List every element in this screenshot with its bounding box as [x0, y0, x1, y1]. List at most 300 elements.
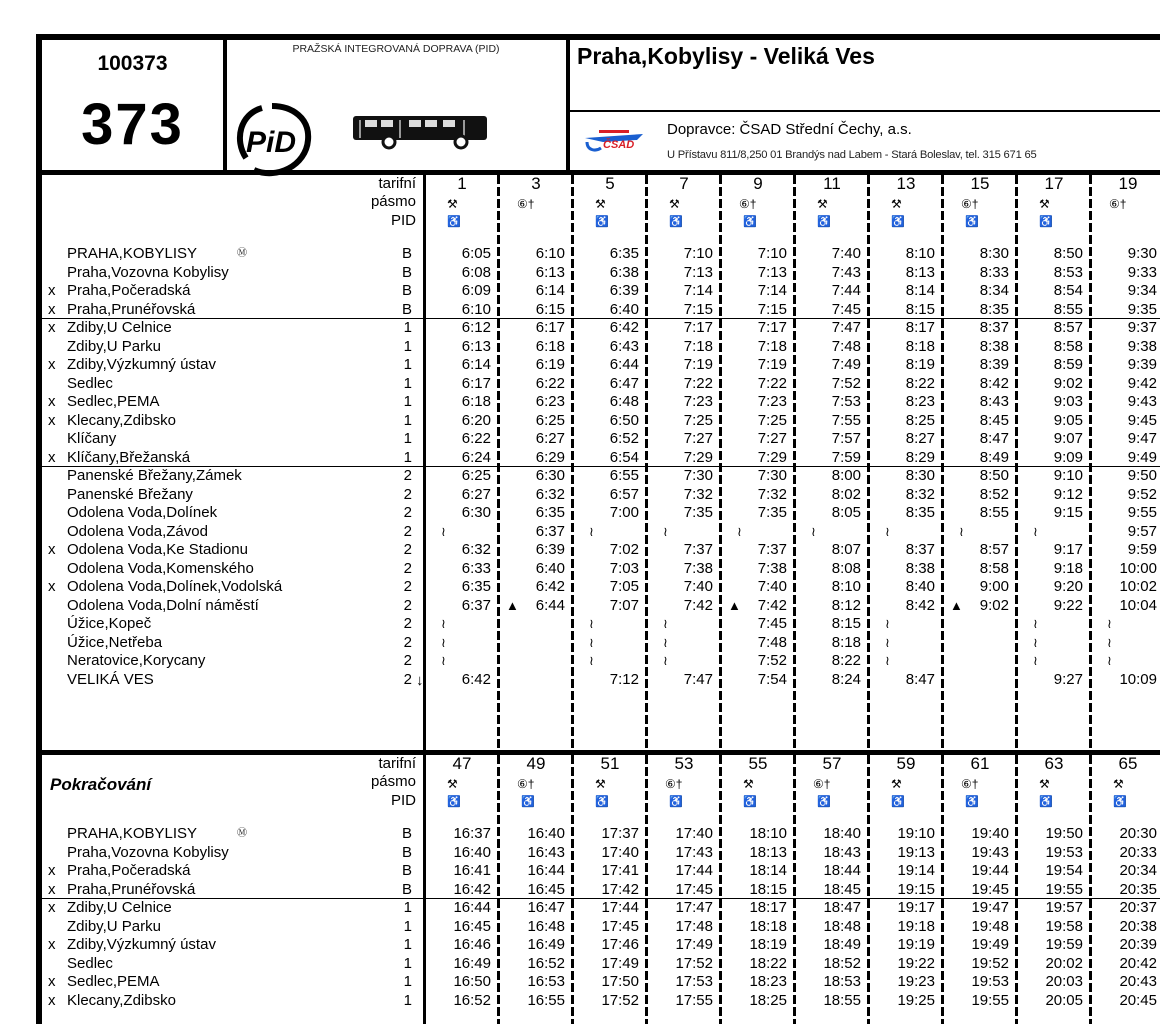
- request-stop-mark: x: [48, 411, 56, 429]
- departure-time: 6:24: [461, 448, 491, 466]
- departure-time: 9:45: [1127, 411, 1157, 429]
- stop-row: [42, 862, 1160, 880]
- weekend-holiday-icon: ⑥†: [813, 777, 831, 791]
- departure-time: 6:17: [535, 319, 565, 336]
- departure-time: 19:53: [971, 973, 1009, 990]
- tariff-zone: B: [401, 843, 412, 861]
- departure-time: 18:14: [749, 862, 787, 879]
- departure-time: 17:48: [675, 917, 713, 935]
- timetable-section-2: [42, 755, 1160, 1024]
- departure-time: 7:49: [831, 356, 861, 373]
- departure-time: 8:50: [979, 467, 1009, 484]
- weekend-holiday-icon: ⑥†: [739, 197, 757, 211]
- departure-time: 6:22: [461, 430, 491, 447]
- departure-time: 8:53: [1053, 263, 1083, 281]
- departure-time: 18:40: [823, 825, 861, 842]
- departure-time: 8:30: [905, 467, 935, 484]
- trip-number: 11: [823, 174, 841, 193]
- stop-row: [42, 412, 1160, 430]
- skip-icon: ≀: [885, 634, 890, 650]
- departure-time: 7:37: [683, 541, 713, 558]
- departure-time: 16:42: [453, 880, 491, 898]
- departure-time: 8:47: [905, 670, 935, 688]
- workdays-icon: ⚒: [669, 197, 680, 211]
- departure-time: 7:05: [609, 578, 639, 595]
- tariff-zone: 2: [403, 670, 412, 688]
- departure-time: 8:22: [905, 374, 935, 392]
- departure-time: 8:15: [905, 300, 935, 318]
- departure-time: 18:17: [749, 899, 787, 916]
- stop-name: Klecany,Zdibsko: [67, 411, 176, 429]
- departure-time: 9:33: [1127, 263, 1157, 281]
- tariff-zone: 1: [403, 411, 412, 429]
- departure-time: 9:43: [1127, 393, 1157, 410]
- departure-time: 7:48: [757, 633, 787, 651]
- trip-number: 17: [1044, 174, 1064, 193]
- zone-boundary-line: [42, 898, 1160, 899]
- stop-row: [42, 356, 1160, 374]
- stop-name: Úžice,Kopeč: [67, 615, 152, 632]
- skip-icon: ≀: [441, 653, 446, 668]
- departure-time: 7:02: [609, 541, 639, 558]
- departure-time: 17:47: [675, 899, 713, 916]
- departure-time: 19:17: [897, 899, 935, 916]
- departure-time: 6:22: [535, 374, 565, 392]
- departure-time: 19:23: [897, 973, 935, 990]
- departure-time: 6:18: [535, 337, 565, 355]
- stop-row: [42, 541, 1160, 559]
- workdays-icon: ⚒: [1113, 777, 1124, 791]
- trip-number: 47: [452, 754, 472, 773]
- departure-time: 7:10: [757, 245, 787, 262]
- workdays-icon: ⚒: [1039, 777, 1050, 791]
- trip-number: 5: [605, 174, 615, 193]
- departure-time: 17:49: [675, 936, 713, 953]
- departure-time: 7:29: [683, 448, 713, 466]
- departure-time: 7:35: [757, 504, 787, 521]
- departure-time: 8:57: [979, 541, 1009, 558]
- wheelchair-icon: ♿: [965, 216, 979, 228]
- departure-time: 6:14: [461, 356, 491, 373]
- stop-row: [42, 671, 1160, 689]
- stop-row: [42, 597, 1160, 615]
- departure-time: 20:38: [1119, 917, 1157, 935]
- stop-row: [42, 301, 1160, 319]
- departure-time: 16:37: [453, 825, 491, 842]
- departure-time: 20:45: [1119, 991, 1157, 1009]
- workdays-icon: ⚒: [447, 197, 458, 211]
- departure-time: 6:42: [609, 319, 639, 336]
- terminus-marker-icon: ▲: [506, 597, 519, 613]
- departure-time: 6:52: [609, 430, 639, 447]
- system-name: PRAŽSKÁ INTEGROVANÁ DOPRAVA (PID): [292, 43, 500, 55]
- continuation-label: Pokračování: [50, 775, 152, 794]
- tariff-zone: 1: [403, 917, 412, 935]
- departure-time: 8:23: [905, 393, 935, 410]
- tariff-zone: B: [401, 300, 412, 318]
- departure-time: 9:37: [1127, 319, 1157, 336]
- departure-time: 16:53: [527, 973, 565, 990]
- departure-time: 7:03: [609, 559, 639, 577]
- stop-row: [42, 430, 1160, 448]
- departure-time: 7:43: [831, 263, 861, 281]
- departure-time: 16:43: [527, 843, 565, 861]
- departure-time: 8:29: [905, 448, 935, 466]
- tariff-zone: B: [401, 880, 412, 898]
- stop-row: [42, 899, 1160, 917]
- departure-time: 19:22: [897, 954, 935, 972]
- wheelchair-icon: ♿: [965, 796, 979, 808]
- departure-time: 17:44: [675, 862, 713, 879]
- stop-name: Praha,Počeradská: [67, 282, 191, 299]
- skip-icon: ≀: [1033, 653, 1038, 668]
- departure-time: 6:40: [535, 559, 565, 577]
- departure-time: 16:49: [527, 936, 565, 953]
- stop-row: [42, 992, 1160, 1010]
- departure-time: 19:19: [897, 936, 935, 953]
- departure-time: 7:55: [831, 411, 861, 429]
- trip-number: 1: [457, 174, 467, 193]
- departure-time: 6:19: [535, 356, 565, 373]
- stop-name: Klecany,Zdibsko: [67, 991, 176, 1009]
- departure-time: 7:52: [757, 652, 787, 669]
- departure-time: 19:15: [897, 880, 935, 898]
- departure-time: 6:20: [461, 411, 491, 429]
- departure-time: 9:07: [1053, 430, 1083, 447]
- trip-number: 55: [748, 754, 768, 773]
- departure-time: 9:57: [1127, 522, 1157, 540]
- departure-time: 7:30: [757, 467, 787, 484]
- wheelchair-icon: ♿: [743, 216, 757, 228]
- departure-time: 7:25: [683, 411, 713, 429]
- departure-time: 6:10: [461, 300, 491, 318]
- departure-time: 6:47: [609, 374, 639, 392]
- line-code: 100373: [97, 52, 168, 75]
- request-stop-mark: x: [48, 282, 56, 299]
- departure-time: 6:35: [609, 245, 639, 262]
- departure-time: 8:49: [979, 448, 1009, 466]
- request-stop-mark: x: [48, 862, 56, 879]
- departure-time: 7:00: [609, 504, 639, 521]
- departure-time: 8:50: [1053, 245, 1083, 262]
- departure-time: 7:40: [757, 578, 787, 595]
- skip-icon: ≀: [959, 523, 964, 539]
- departure-time: 6:48: [609, 393, 639, 410]
- stop-row: [42, 936, 1160, 954]
- departure-time: 7:42: [757, 596, 787, 614]
- departure-time: 7:52: [831, 374, 861, 392]
- wheelchair-icon: ♿: [817, 216, 831, 228]
- wheelchair-icon: ♿: [521, 796, 535, 808]
- wheelchair-icon: ♿: [1039, 216, 1053, 228]
- departure-time: 8:40: [905, 578, 935, 595]
- departure-time: 6:18: [461, 393, 491, 410]
- departure-time: 19:55: [1045, 880, 1083, 898]
- departure-time: 16:40: [527, 825, 565, 842]
- departure-time: 17:46: [601, 936, 639, 953]
- departure-time: 9:50: [1127, 467, 1157, 484]
- departure-time: 8:08: [831, 559, 861, 577]
- departure-time: 6:35: [461, 578, 491, 595]
- tariff-zone: 2: [403, 522, 412, 540]
- departure-time: 16:46: [453, 936, 491, 953]
- departure-time: 6:38: [609, 263, 639, 281]
- departure-time: 6:30: [461, 504, 491, 521]
- terminus-marker-icon: ▲: [728, 597, 741, 613]
- departure-time: 8:12: [831, 596, 861, 614]
- departure-time: 6:13: [461, 337, 491, 355]
- departure-time: 17:45: [601, 917, 639, 935]
- departure-time: 10:00: [1119, 559, 1157, 577]
- tariff-zone: 1: [403, 393, 412, 410]
- departure-time: 6:39: [535, 541, 565, 558]
- departure-time: 20:33: [1119, 843, 1157, 861]
- departure-time: 20:42: [1119, 954, 1157, 972]
- workdays-icon: ⚒: [1039, 197, 1050, 211]
- departure-time: 8:45: [979, 411, 1009, 429]
- tariff-zone: 2: [403, 615, 412, 632]
- skip-icon: ≀: [441, 634, 446, 650]
- departure-time: 18:44: [823, 862, 861, 879]
- departure-time: 7:13: [757, 263, 787, 281]
- departure-time: 8:17: [905, 319, 935, 336]
- departure-time: 18:25: [749, 991, 787, 1009]
- request-stop-mark: x: [48, 880, 56, 898]
- skip-icon: ≀: [1107, 634, 1112, 650]
- departure-time: 16:45: [453, 917, 491, 935]
- skip-icon: ≀: [1033, 616, 1038, 631]
- stop-name: PRAHA,KOBYLISY: [67, 825, 198, 842]
- departure-time: 9:09: [1053, 448, 1083, 466]
- departure-time: 7:42: [683, 596, 713, 614]
- departure-time: 6:05: [461, 245, 491, 262]
- departure-time: 6:13: [535, 263, 565, 281]
- trip-number: 7: [679, 174, 689, 193]
- request-stop-mark: x: [48, 448, 56, 466]
- departure-time: 17:52: [601, 991, 639, 1009]
- stop-name: Praha,Vozovna Kobylisy: [67, 843, 229, 861]
- departure-time: 8:59: [1053, 356, 1083, 373]
- departure-time: 9:49: [1127, 448, 1157, 466]
- departure-time: 7:25: [757, 411, 787, 429]
- departure-time: 7:12: [609, 670, 639, 688]
- departure-time: 9:18: [1053, 559, 1083, 577]
- stop-name: Sedlec: [67, 954, 113, 972]
- departure-time: 6:17: [461, 374, 491, 392]
- stop-name: Odolena Voda,Dolínek: [67, 504, 218, 521]
- stop-row: [42, 578, 1160, 596]
- tariff-zone: 2: [403, 485, 412, 503]
- departure-time: 6:14: [535, 282, 565, 299]
- tariff-zone: 2: [403, 596, 412, 614]
- departure-time: 8:02: [831, 485, 861, 503]
- tariff-zone: 1: [403, 899, 412, 916]
- trip-number: 9: [753, 174, 763, 193]
- departure-time: 8:57: [1053, 319, 1083, 336]
- departure-time: 7:27: [683, 430, 713, 447]
- departure-time: 6:32: [461, 541, 491, 558]
- departure-time: 6:29: [535, 448, 565, 466]
- departure-time: 7:48: [831, 337, 861, 355]
- trip-number: 15: [970, 174, 990, 193]
- departure-time: 18:48: [823, 917, 861, 935]
- stop-name: Sedlec,PEMA: [67, 973, 160, 990]
- stop-name: Sedlec,PEMA: [67, 393, 160, 410]
- departure-time: 9:20: [1053, 578, 1083, 595]
- wheelchair-icon: ♿: [743, 796, 757, 808]
- departure-time: 18:53: [823, 973, 861, 990]
- timetable-section-1: [42, 175, 1160, 750]
- departure-time: 16:48: [527, 917, 565, 935]
- departure-time: 8:00: [831, 467, 861, 484]
- svg-text:ČSAD: ČSAD: [603, 139, 635, 151]
- stop-name: Zdiby,U Parku: [67, 917, 161, 935]
- request-stop-mark: x: [48, 541, 56, 558]
- stop-name: Praha,Počeradská: [67, 862, 191, 879]
- pid-logo-icon: [232, 100, 316, 178]
- departure-time: 7:32: [757, 485, 787, 503]
- departure-time: 16:44: [527, 862, 565, 879]
- departure-time: 7:38: [683, 559, 713, 577]
- departure-time: 8:42: [905, 596, 935, 614]
- stop-name: Úžice,Netřeba: [67, 633, 163, 651]
- tariff-zone: 1: [403, 374, 412, 392]
- departure-time: 6:42: [535, 578, 565, 595]
- skip-icon: ≀: [663, 616, 668, 631]
- stop-row: [42, 449, 1160, 467]
- departure-time: 9:12: [1053, 485, 1083, 503]
- departure-time: 6:50: [609, 411, 639, 429]
- departure-time: 20:37: [1119, 899, 1157, 916]
- departure-time: 6:55: [609, 467, 639, 484]
- request-stop-mark: x: [48, 578, 56, 595]
- stop-name: Odolena Voda,Dolní náměstí: [67, 596, 259, 614]
- departure-time: 20:39: [1119, 936, 1157, 953]
- departure-time: 8:39: [979, 356, 1009, 373]
- departure-time: 19:47: [971, 899, 1009, 916]
- skip-icon: ≀: [1107, 653, 1112, 668]
- stop-name: Panenské Břežany: [67, 485, 193, 503]
- departure-time: 6:44: [609, 356, 639, 373]
- stop-row: [42, 652, 1160, 670]
- departure-time: 7:17: [757, 319, 787, 336]
- departure-time: 10:04: [1119, 596, 1157, 614]
- stop-name: VELIKÁ VES: [67, 670, 154, 688]
- skip-icon: ≀: [663, 653, 668, 668]
- departure-time: 8:55: [1053, 300, 1083, 318]
- stop-name: Praha,Prunéřovská: [67, 300, 196, 318]
- skip-icon: ≀: [589, 616, 594, 631]
- departure-time: 6:25: [461, 467, 491, 484]
- direction-arrow-icon: ↓: [416, 671, 424, 689]
- departure-time: 8:25: [905, 411, 935, 429]
- request-stop-mark: x: [48, 300, 56, 318]
- tariff-label-2: pásmo: [370, 773, 416, 790]
- departure-time: 7:23: [683, 393, 713, 410]
- departure-time: 8:37: [905, 541, 935, 558]
- departure-time: 6:37: [461, 596, 491, 614]
- departure-time: 17:45: [675, 880, 713, 898]
- wheelchair-icon: ♿: [817, 796, 831, 808]
- departure-time: 9:34: [1127, 282, 1157, 299]
- stop-name: Panenské Břežany,Zámek: [67, 467, 242, 484]
- departure-time: 7:22: [757, 374, 787, 392]
- departure-time: 18:10: [749, 825, 787, 842]
- departure-time: 17:37: [601, 825, 639, 842]
- tariff-zone: 2: [403, 633, 412, 651]
- departure-time: 6:54: [609, 448, 639, 466]
- tariff-zone: 2: [403, 504, 412, 521]
- departure-time: 20:03: [1045, 973, 1083, 990]
- stop-name: Odolena Voda,Komenského: [67, 559, 254, 577]
- skip-icon: ≀: [885, 523, 890, 539]
- departure-time: 19:55: [971, 991, 1009, 1009]
- departure-time: 8:54: [1053, 282, 1083, 299]
- departure-time: 6:23: [535, 393, 565, 410]
- departure-time: 7:40: [683, 578, 713, 595]
- terminus-marker-icon: ▲: [950, 597, 963, 613]
- departure-time: 7:38: [757, 559, 787, 577]
- departure-time: 7:40: [831, 245, 861, 262]
- stop-row: [42, 918, 1160, 936]
- weekend-holiday-icon: ⑥†: [517, 777, 535, 791]
- departure-time: 9:55: [1127, 504, 1157, 521]
- weekend-holiday-icon: ⑥†: [961, 777, 979, 791]
- workdays-icon: ⚒: [817, 197, 828, 211]
- departure-time: 18:47: [823, 899, 861, 916]
- tariff-label-3: PID: [390, 212, 416, 229]
- departure-time: 17:42: [601, 880, 639, 898]
- departure-time: 7:27: [757, 430, 787, 447]
- departure-time: 8:13: [905, 263, 935, 281]
- departure-time: 6:33: [461, 559, 491, 577]
- departure-time: 19:45: [971, 880, 1009, 898]
- departure-time: 7:30: [683, 467, 713, 484]
- departure-time: 8:19: [905, 356, 935, 373]
- metro-icon: Ⓜ: [237, 828, 247, 839]
- departure-time: 7:45: [757, 615, 787, 632]
- trip-number: 51: [600, 754, 620, 773]
- departure-time: 8:15: [831, 615, 861, 632]
- workdays-icon: ⚒: [891, 197, 902, 211]
- bus-icon: [351, 112, 491, 152]
- wheelchair-icon: ♿: [595, 796, 609, 808]
- tariff-zone: 1: [403, 991, 412, 1009]
- departure-time: 6:40: [609, 300, 639, 318]
- skip-icon: ≀: [663, 523, 668, 539]
- stop-name: Praha,Vozovna Kobylisy: [67, 263, 229, 281]
- stop-name: Odolena Voda,Závod: [67, 522, 208, 540]
- tariff-zone: 1: [403, 954, 412, 972]
- departure-time: 18:15: [749, 880, 787, 898]
- departure-time: 16:52: [527, 954, 565, 972]
- departure-time: 7:23: [757, 393, 787, 410]
- workdays-icon: ⚒: [595, 197, 606, 211]
- departure-time: 8:42: [979, 374, 1009, 392]
- departure-time: 19:57: [1045, 899, 1083, 916]
- tariff-zone: 2: [403, 559, 412, 577]
- departure-time: 19:25: [897, 991, 935, 1009]
- departure-time: 17:50: [601, 973, 639, 990]
- departure-time: 20:30: [1119, 825, 1157, 842]
- request-stop-mark: x: [48, 319, 56, 336]
- departure-time: 8:14: [905, 282, 935, 299]
- departure-time: 16:40: [453, 843, 491, 861]
- wheelchair-icon: ♿: [447, 216, 461, 228]
- departure-time: 18:23: [749, 973, 787, 990]
- departure-time: 18:43: [823, 843, 861, 861]
- departure-time: 8:30: [979, 245, 1009, 262]
